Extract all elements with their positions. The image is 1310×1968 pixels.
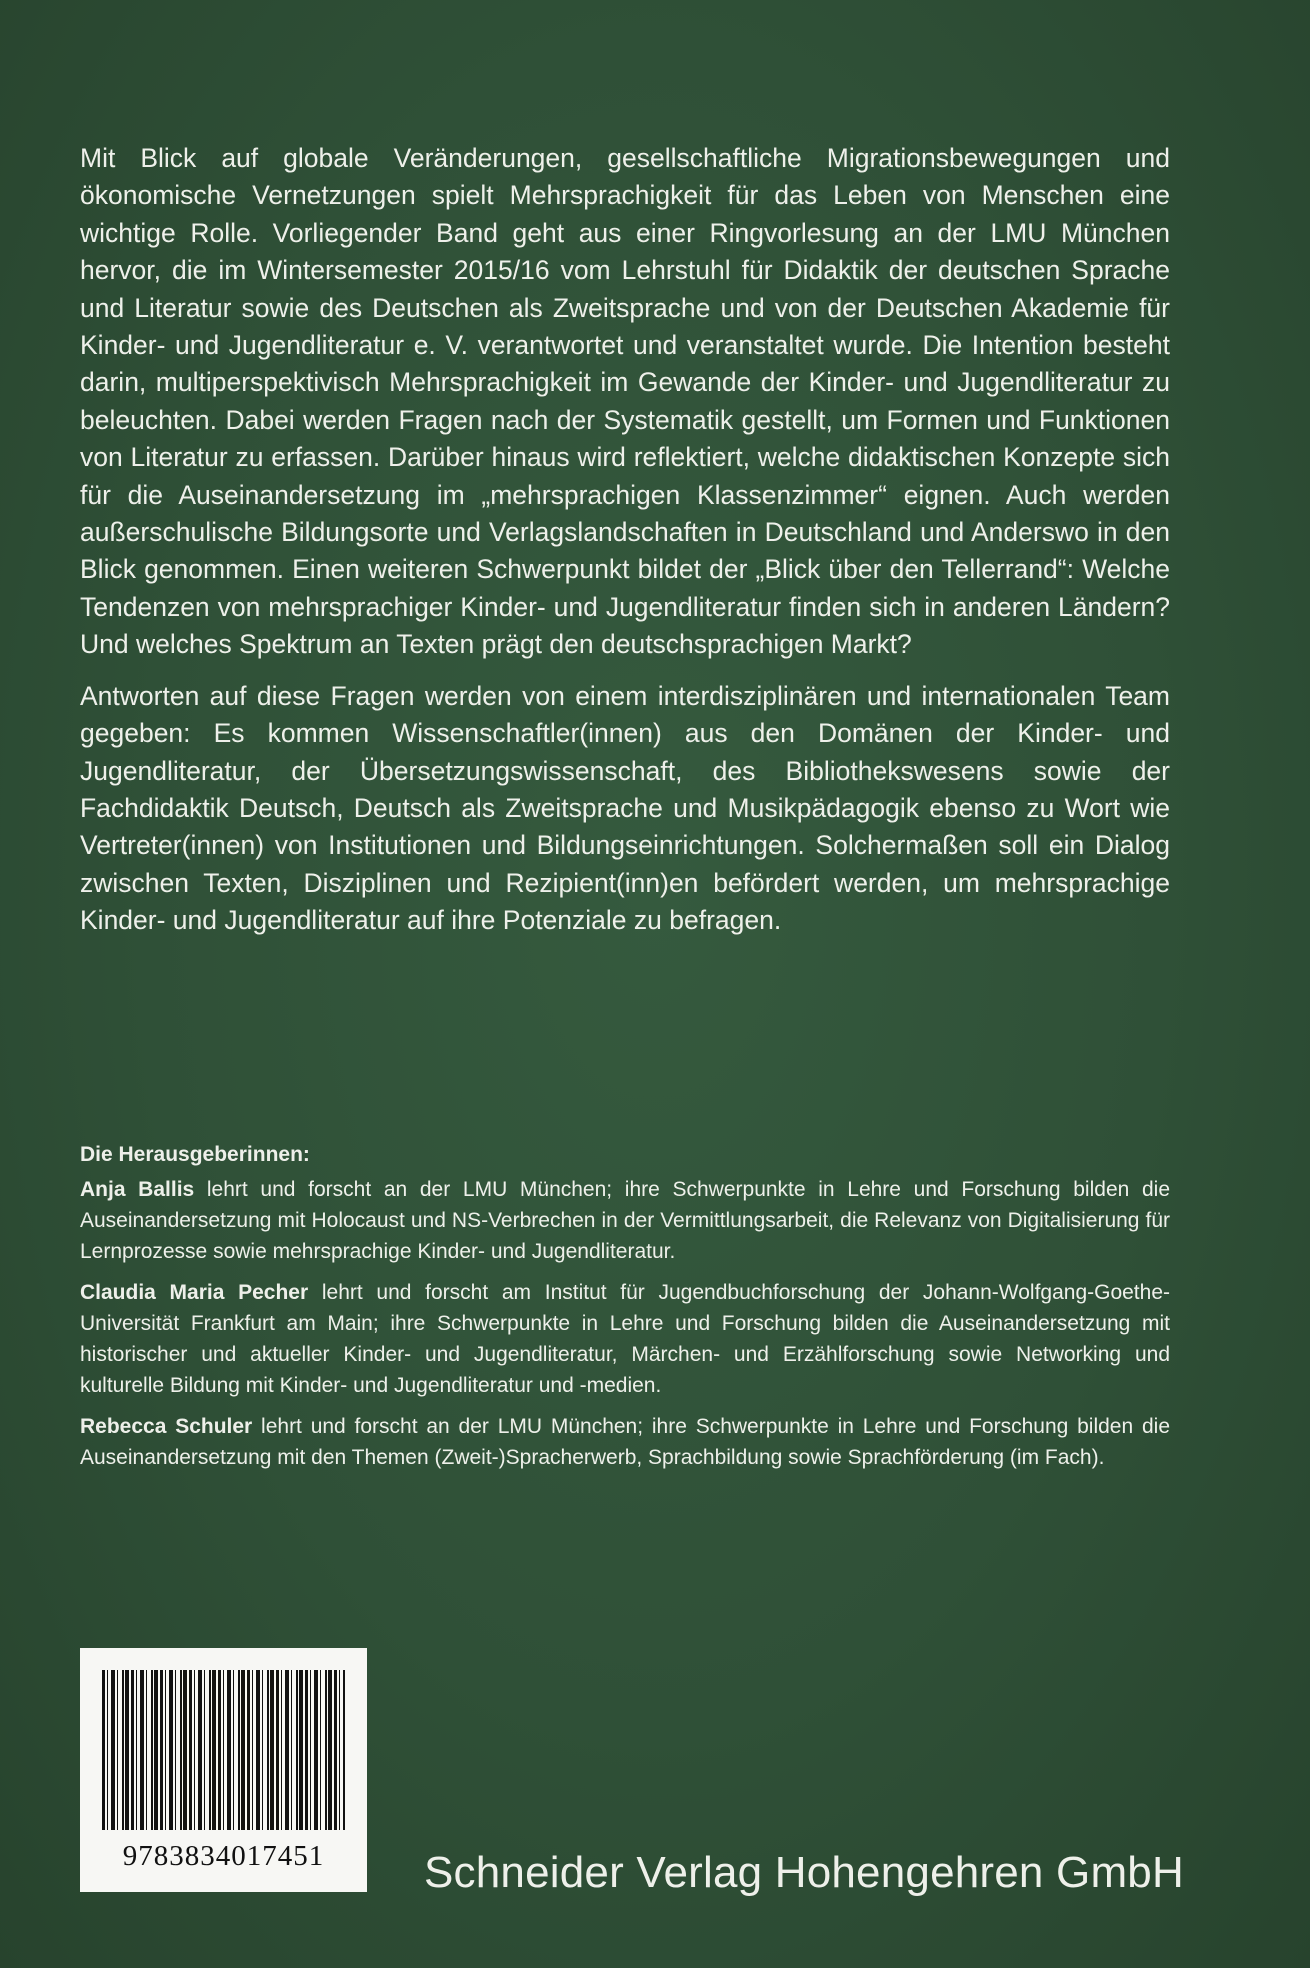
editor-name: Rebecca Schuler xyxy=(80,1415,253,1438)
editors-heading: Die Herausgeberinnen: xyxy=(80,1143,310,1166)
editor-bio xyxy=(80,1277,1170,1401)
publisher-name: Schneider Verlag Hohengehren GmbH xyxy=(424,1848,1184,1897)
blurb-paragraph-2: Antworten auf diese Fragen werden von einem interdisziplinären und internationalen Team gegeben: Es kommen Wissenschaftler(innen) aus den Domänen der Kinder- und Jugendliteratur, der Übersetzungswissenschaft, des Bibliothekswesens sowie der Fachdidaktik Deutsch, Deutsch als Zweitsprache und Musikpädagogik ebenso zu Wort wie Vertreter(innen) von Institutionen und Bildungseinrichtungen. Solchermaßen soll ein Dialog zwischen Texten, Disziplinen und Rezipient(inn)en befördert werden, um mehrsprachige Kinder- und Jugendliteratur auf ihre Potenziale zu befragen. xyxy=(80,680,1170,936)
editor-bio xyxy=(80,1174,1170,1267)
editor-bio xyxy=(80,1411,1170,1473)
editor-name: Claudia Maria Pecher xyxy=(80,1281,309,1304)
barcode-bars xyxy=(102,1670,345,1830)
barcode xyxy=(80,1648,367,1892)
editor-name: Anja Ballis xyxy=(80,1178,195,1201)
editor-bio-text: lehrt und forscht an der LMU München; ihre Schwerpunkte in Lehre und Forschung bilden die Auseinandersetzung mit Holocaust und NS-Verbrechen in der Vermittlungsarbeit, die Relevanz von Digitalisierung für Lernprozesse sowie mehrsprachige Kinder- und Jugendliteratur. xyxy=(80,1178,1171,1263)
blurb-paragraph-1: Mit Blick auf globale Veränderungen, gesellschaftliche Migrationsbewegungen und ökonomische Vernetzungen spielt Mehrsprachigkeit für das Leben von Menschen eine wichtige Rolle. Vorliegender Band geht aus einer Ringvorlesung an der LMU München hervor, die im Wintersemester 2015/16 vom Lehrstuhl für Didaktik der deutschen Sprache und Literatur sowie des Deutschen als Zweitsprache und von der Deutschen Akademie für Kinder- und Jugendliteratur e. V. verantwortet und veranstaltet wurde. Die Intention besteht darin, multiperspektivisch Mehrsprachigkeit im Gewande der Kinder- und Jugendliteratur zu beleuchten. Dabei werden Fragen nach der Systematik gestellt, um Formen und Funktionen von Literatur zu erfassen. Darüber hinaus wird reflektiert, welche didaktischen Konzepte sich für die Auseinandersetzung im „mehrsprachigen Klassenzimmer“ eignen. Auch werden außerschulische Bildungsorte und Verlagslandschaften in Deutschland und Anderswo in den Blick genommen. Einen weiteren Schwerpunkt bildet der „Blick über den Tellerrand“: Welche Tendenzen von mehrsprachiger Kinder- und Jugendliteratur finden sich in anderen Ländern? Und welches Spektrum an Texten prägt den deutschsprachigen Markt? xyxy=(80,143,1170,660)
editor-bio-text: lehrt und forscht am Institut für Jugendbuchforschung der Johann-Wolfgang-Goethe-Universität Frankfurt am Main; ihre Schwerpunkte in Lehre und Forschung bilden die Auseinandersetzung mit historischer und aktueller Kinder- und Jugendliteratur, Märchen- und Erzählforschung sowie Networking und kulturelle Bildung mit Kinder- und Jugendliteratur und -medien. xyxy=(80,1281,1170,1397)
isbn-number: 9783834017451 xyxy=(122,1840,325,1872)
blurb-text xyxy=(80,140,1170,954)
editor-bio-text: lehrt und forscht an der LMU München; ihre Schwerpunkte in Lehre und Forschung bilden die Auseinandersetzung mit den Themen (Zweit-)Spracherwerb, Sprachbildung sowie Sprachförderung (im Fach). xyxy=(80,1415,1170,1469)
editors-section xyxy=(80,1140,1170,1483)
